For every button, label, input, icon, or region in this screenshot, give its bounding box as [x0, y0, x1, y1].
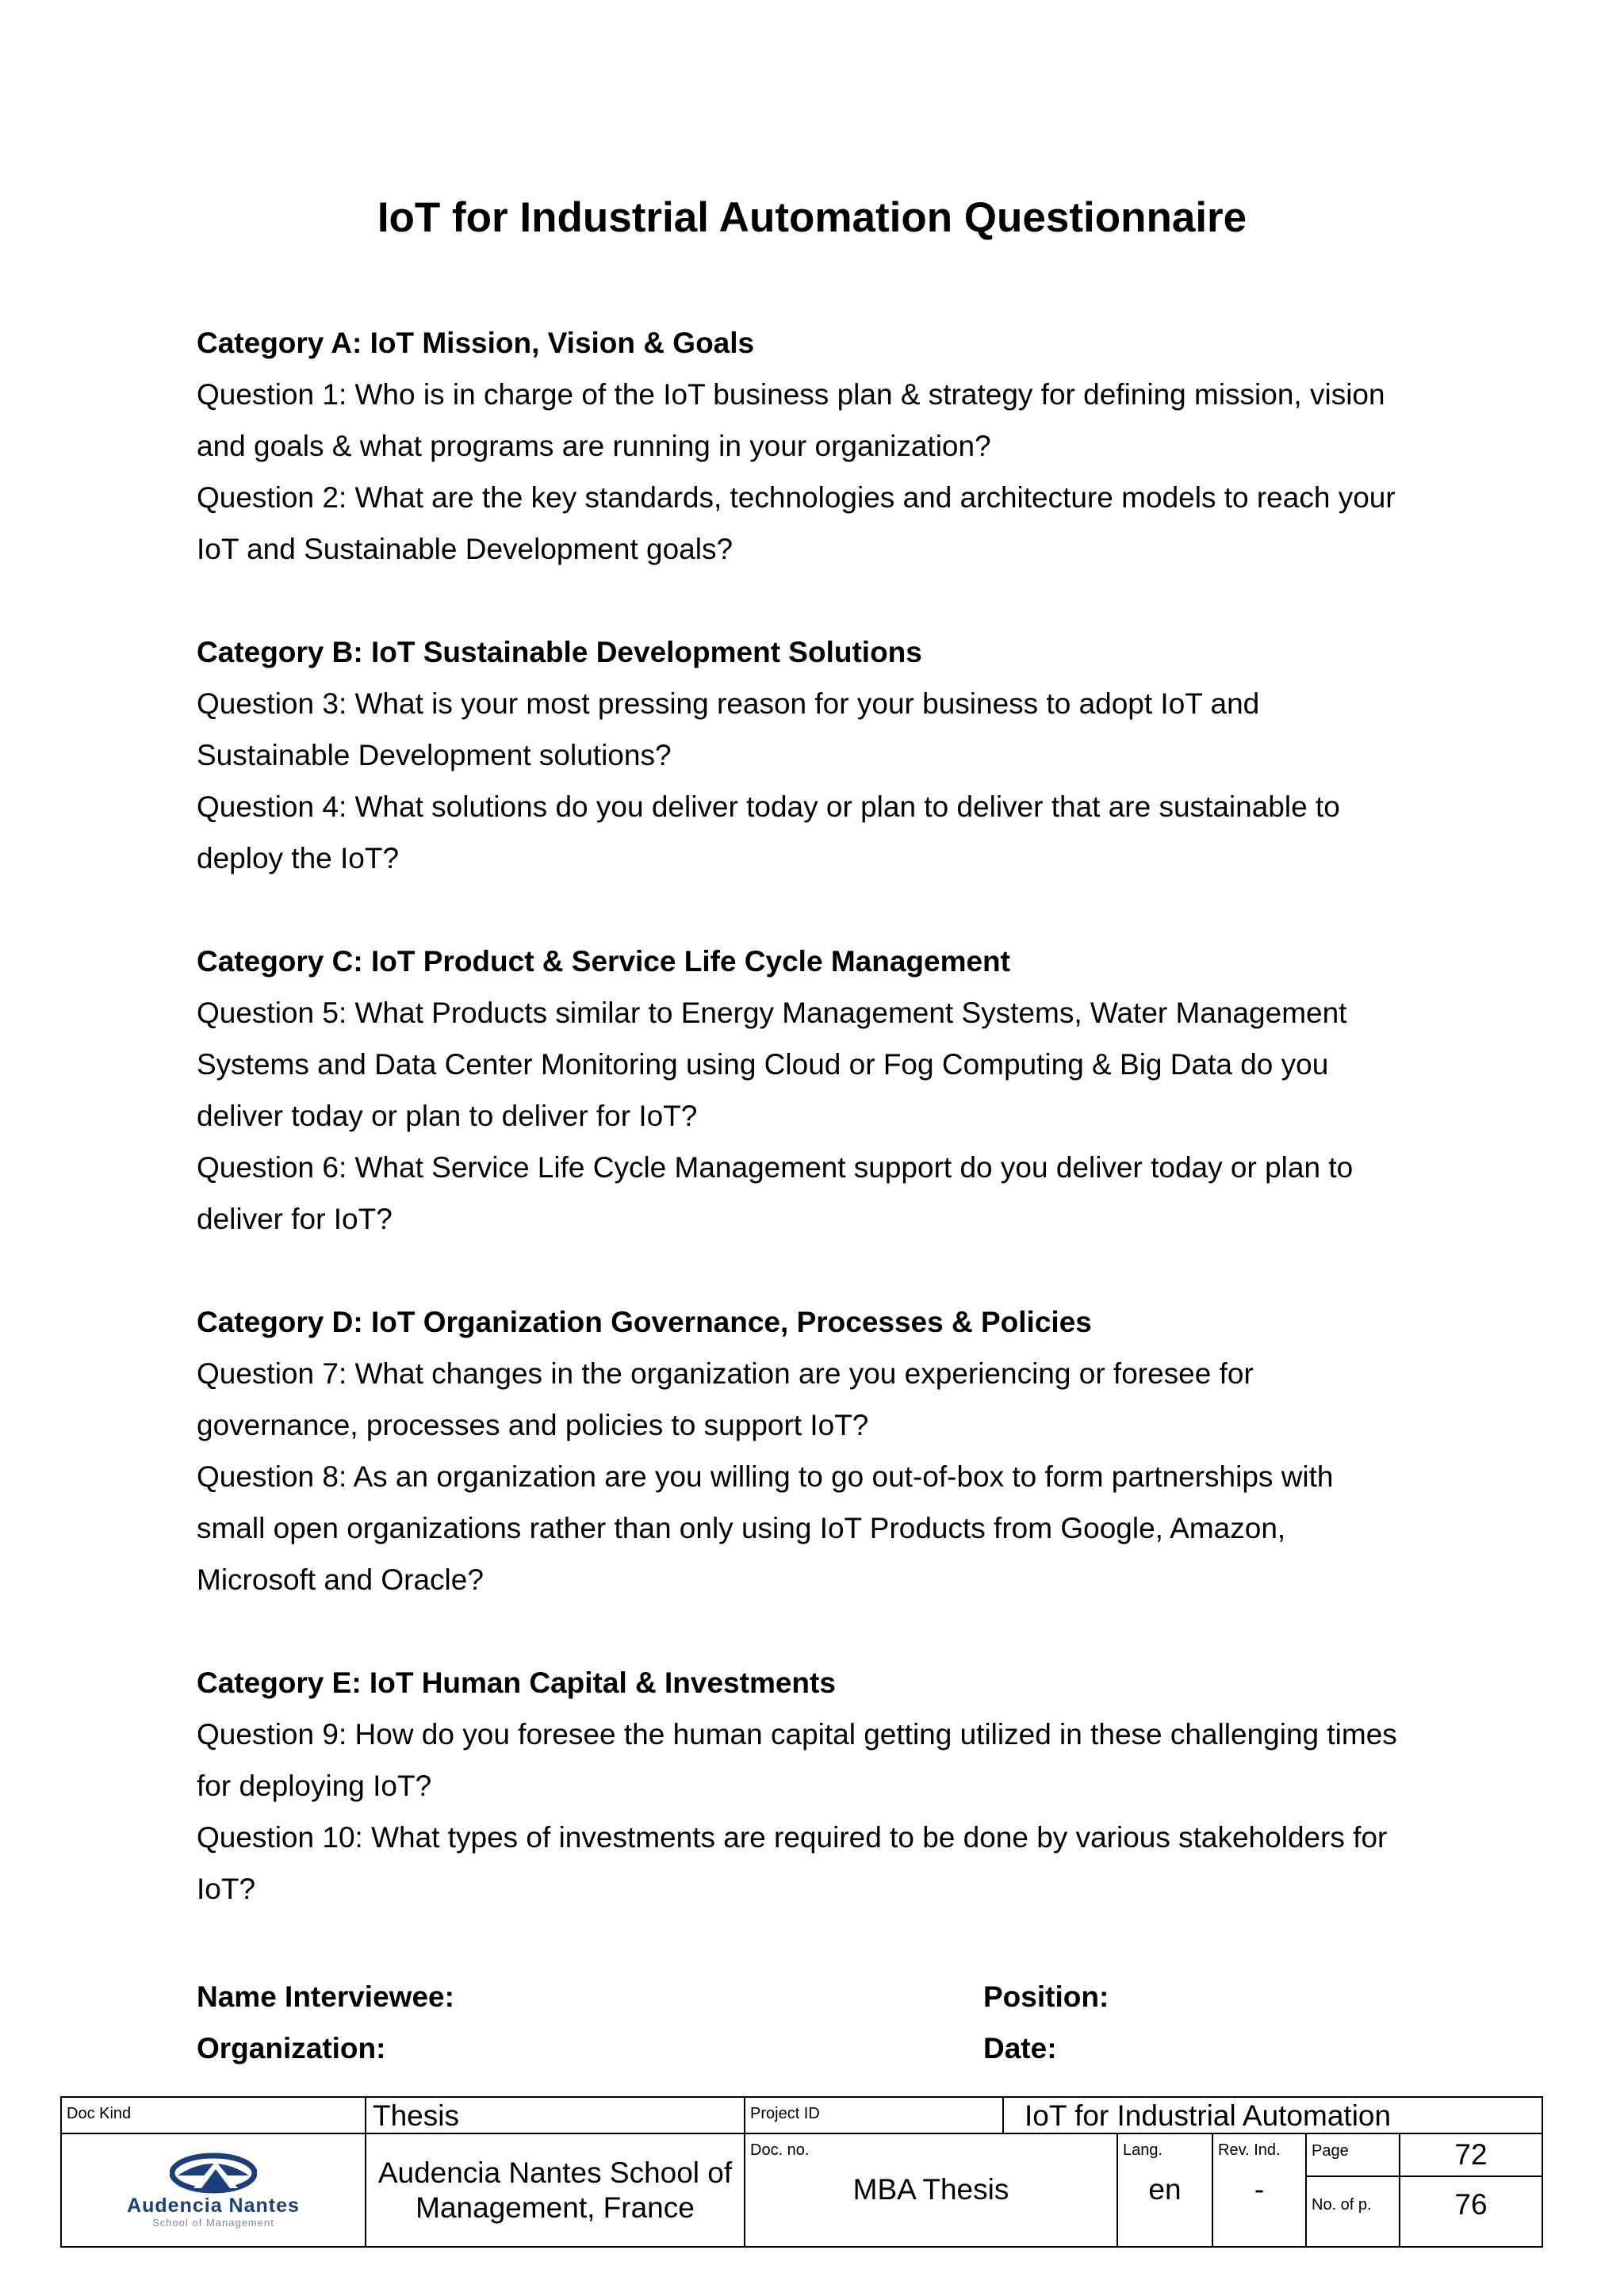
- category-d: [197, 1296, 1434, 1605]
- question-line: Question 3: What is your most pressing reason for your business to adopt IoT and: [197, 687, 1260, 720]
- question-line: deploy the IoT?: [197, 842, 400, 874]
- category-heading: Category C: IoT Product & Service Life Cycle Management: [197, 945, 1010, 978]
- lang-value: en: [1148, 2173, 1182, 2206]
- page-number: 72: [1454, 2138, 1488, 2171]
- project-id-value-cell: [1003, 2097, 1542, 2133]
- question-line: Question 4: What solutions do you deliver today or plan to deliver that are sustainable to: [197, 790, 1340, 823]
- category-e: [197, 1657, 1434, 1915]
- category-heading: Category B: IoT Sustainable Development Solutions: [197, 636, 922, 668]
- rev-cell: [1212, 2133, 1306, 2247]
- category-a: [197, 317, 1434, 575]
- question-line: small open organizations rather than only using IoT Products from Google, Amazon,: [197, 1512, 1286, 1544]
- question-line: Sustainable Development solutions?: [197, 739, 672, 771]
- question-line: Question 10: What types of investments are required to be done by various stakeholders for: [197, 1821, 1388, 1854]
- category-heading: Category E: IoT Human Capital & Investments: [197, 1667, 836, 1699]
- question-line: Question 7: What changes in the organization are you experiencing or foresee for: [197, 1357, 1254, 1390]
- logo-cell: [61, 2133, 366, 2247]
- logo: [62, 2134, 365, 2246]
- question-line: governance, processes and policies to support IoT?: [197, 1409, 869, 1441]
- organization-label: Organization:: [197, 2032, 386, 2064]
- doc-no-label: Doc. no.: [750, 2141, 810, 2159]
- page-cell: [1306, 2133, 1542, 2247]
- question-line: Question 9: How do you foresee the human capital getting utilized in these challenging times: [197, 1718, 1397, 1751]
- lang-cell: [1117, 2133, 1212, 2247]
- category-heading: Category A: IoT Mission, Vision & Goals: [197, 327, 755, 359]
- rev-value: -: [1254, 2173, 1265, 2206]
- name-interviewee-label: Name Interviewee:: [197, 1980, 454, 2013]
- question-line: for deploying IoT?: [197, 1770, 432, 1802]
- question-line: Question 1: Who is in charge of the IoT business plan & strategy for defining mission, vision: [197, 378, 1385, 411]
- question-line: Question 5: What Products similar to Energy Management Systems, Water Management: [197, 997, 1347, 1029]
- date-label: Date:: [983, 2032, 1057, 2064]
- position-label: Position:: [983, 1980, 1109, 2013]
- category-heading: Category D: IoT Organization Governance, Processes & Policies: [197, 1306, 1092, 1338]
- project-id-cell: [745, 2097, 1003, 2133]
- project-id-value: IoT for Industrial Automation: [1025, 2099, 1392, 2132]
- page-label: Page: [1307, 2134, 1400, 2175]
- lang-label: Lang.: [1123, 2141, 1163, 2159]
- doc-no-cell: [745, 2133, 1117, 2247]
- num-pages-label: No. of p.: [1307, 2177, 1400, 2246]
- logo-name: Audencia Nantes: [127, 2194, 300, 2217]
- question-line: and goals & what programs are running in your organization?: [197, 430, 991, 462]
- school-cell: [366, 2133, 745, 2247]
- question-line: Question 8: As an organization are you willing to go out-of-box to form partnerships with: [197, 1460, 1334, 1493]
- question-line: Microsoft and Oracle?: [197, 1563, 484, 1596]
- doc-kind-label: Doc Kind: [67, 2105, 132, 2122]
- category-c: [197, 936, 1434, 1245]
- doc-kind-cell: [61, 2097, 366, 2133]
- audencia-logo-icon: [170, 2152, 257, 2195]
- rev-label: Rev. Ind.: [1218, 2141, 1281, 2159]
- question-line: IoT?: [197, 1873, 256, 1905]
- question-line: deliver today or plan to deliver for IoT?: [197, 1100, 698, 1132]
- question-line: Question 6: What Service Life Cycle Management support do you deliver today or plan to: [197, 1151, 1354, 1184]
- doc-kind-value-cell: [366, 2097, 745, 2133]
- question-line: deliver for IoT?: [197, 1203, 393, 1235]
- question-line: Question 2: What are the key standards, technologies and architecture models to reach your: [197, 481, 1396, 514]
- project-id-label: Project ID: [750, 2105, 820, 2122]
- doc-kind-value: Thesis: [373, 2099, 459, 2132]
- document-footer-table: [60, 2096, 1543, 2248]
- logo-subtitle: School of Management: [152, 2216, 274, 2229]
- question-line: IoT and Sustainable Development goals?: [197, 533, 733, 565]
- page-title: IoT for Industrial Automation Questionnaire: [377, 194, 1247, 241]
- school-name: Audencia Nantes School of Management, France: [377, 2156, 733, 2224]
- doc-no-value: MBA Thesis: [852, 2173, 1009, 2206]
- num-pages-value: 76: [1454, 2188, 1488, 2221]
- questionnaire-body: [197, 317, 1434, 1915]
- question-line: Systems and Data Center Monitoring using Cloud or Fog Computing & Big Data do you: [197, 1048, 1329, 1081]
- category-b: [197, 626, 1434, 884]
